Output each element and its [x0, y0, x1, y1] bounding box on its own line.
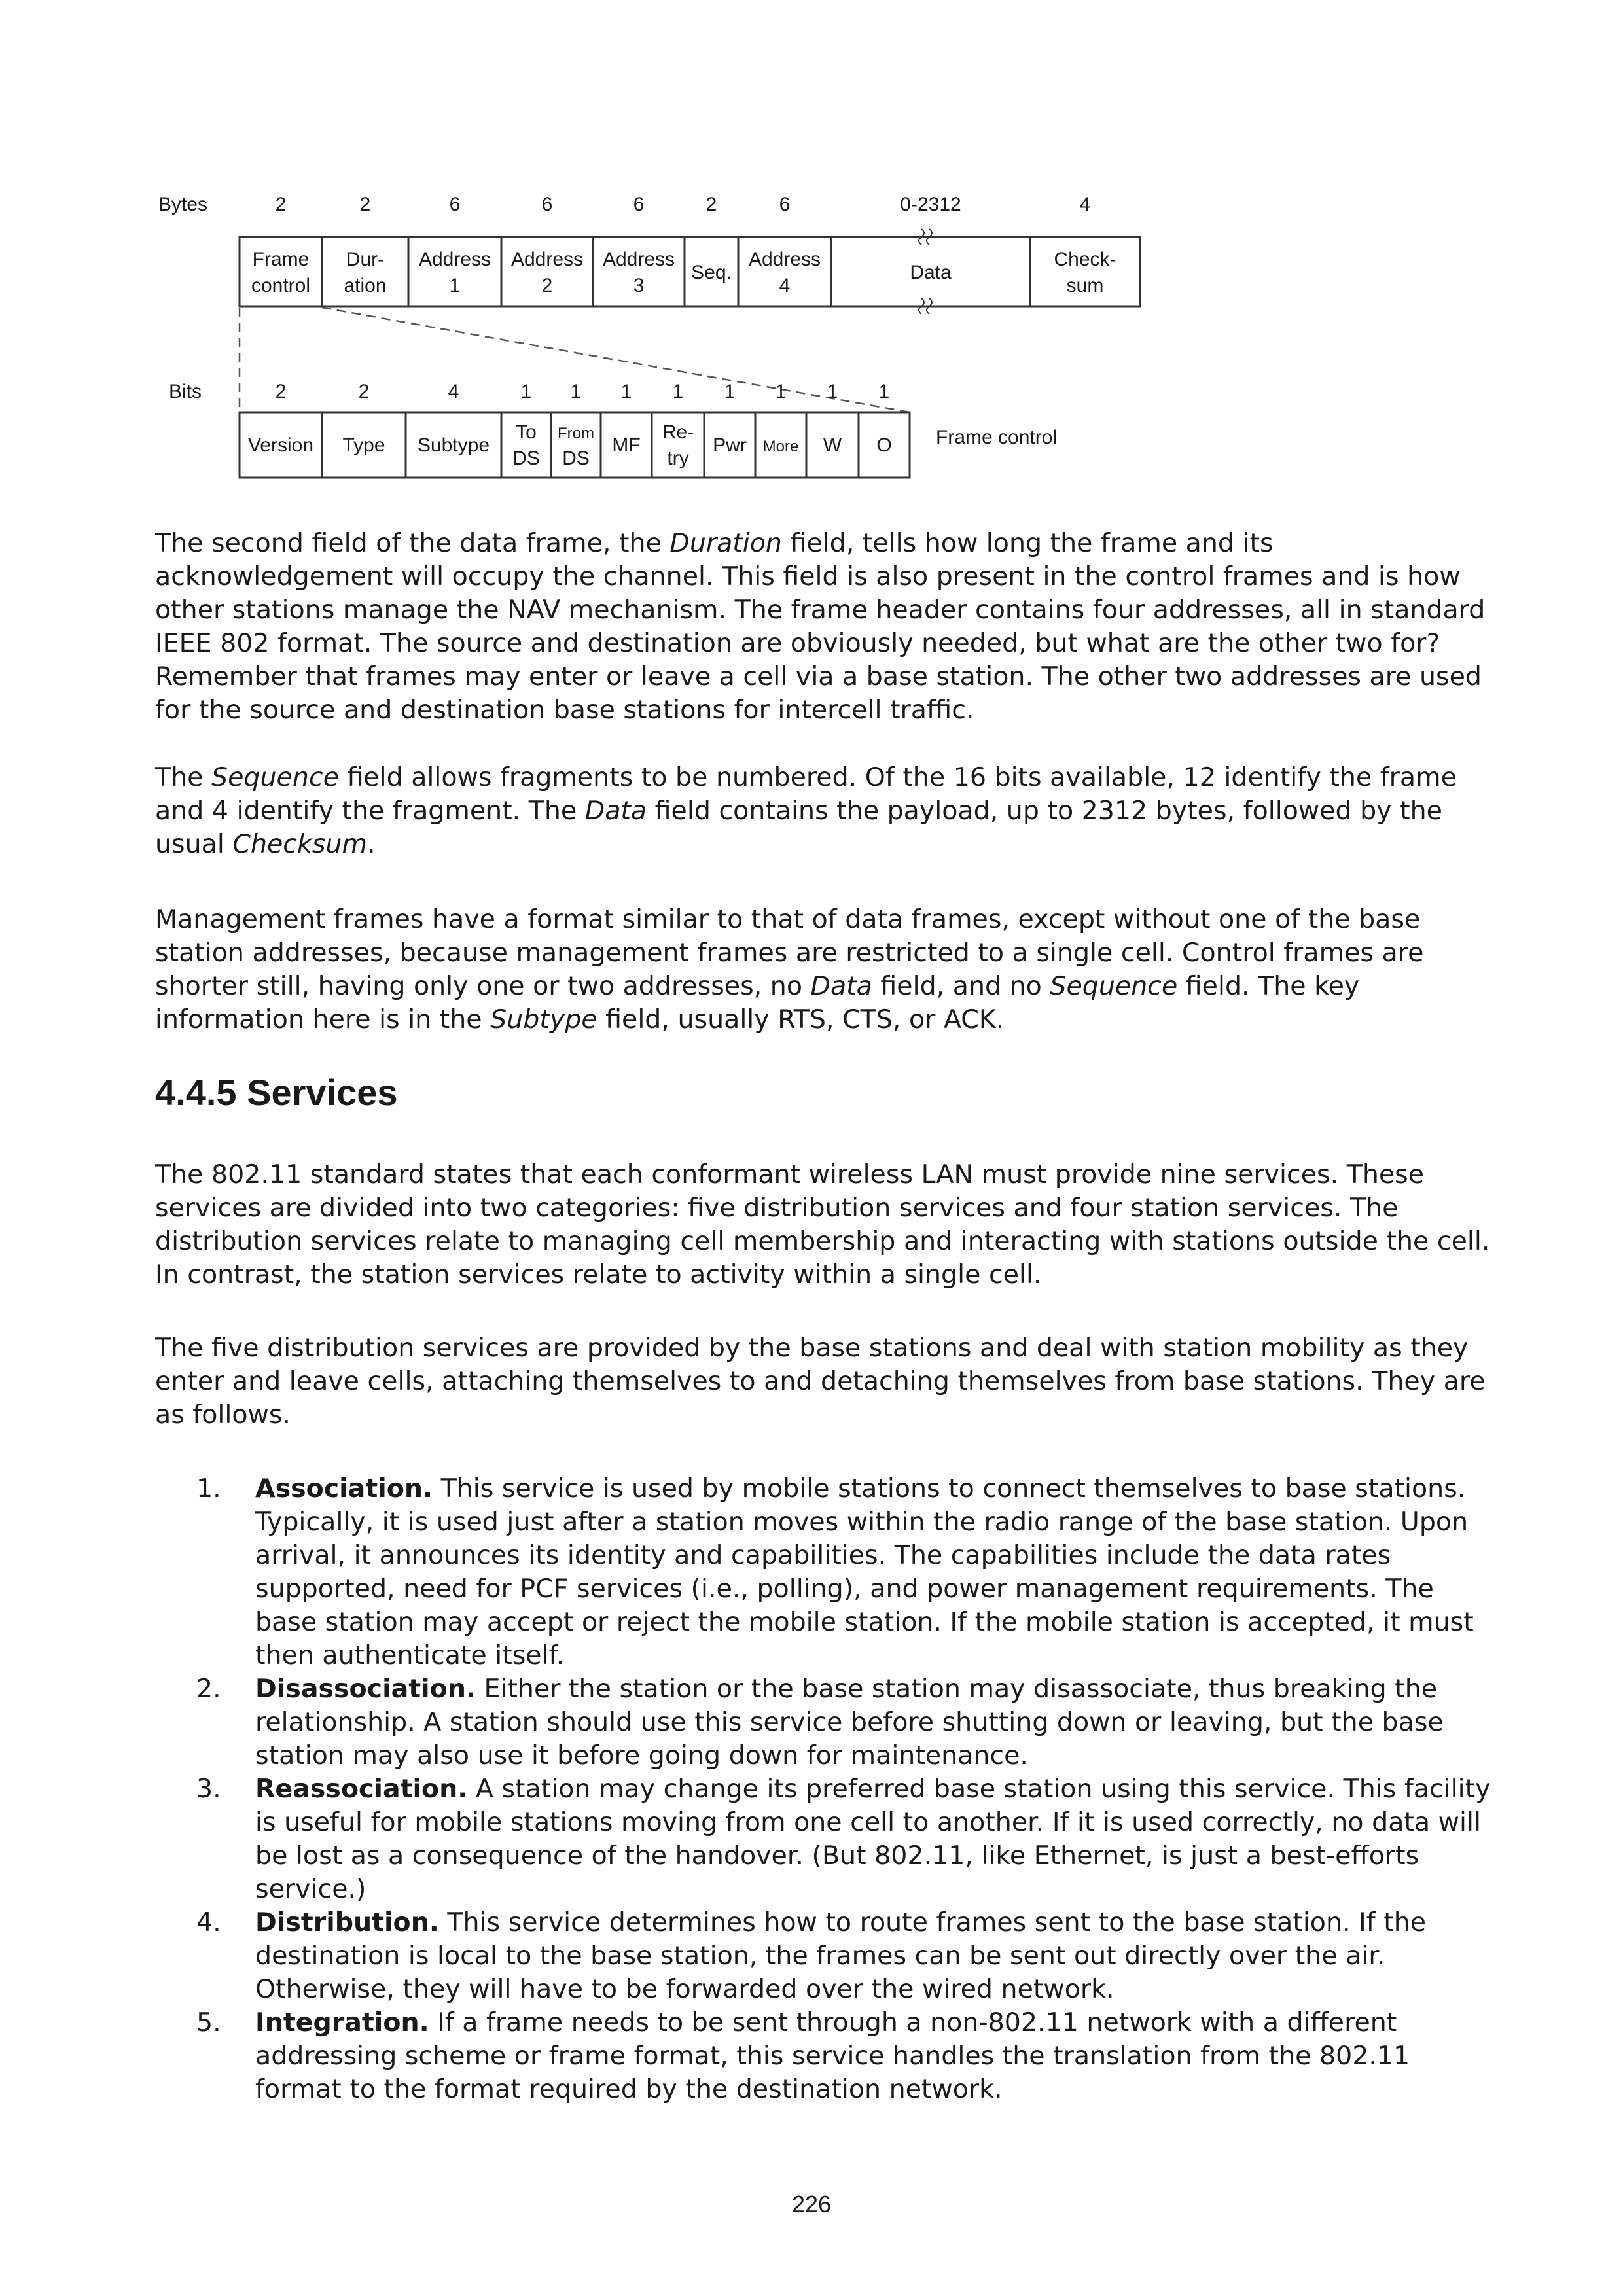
control-field-label: To — [516, 421, 537, 443]
control-field-label: Subtype — [417, 434, 490, 456]
control-field-label: MF — [612, 434, 641, 456]
frame-field-label: Address — [418, 249, 491, 270]
frame-field — [408, 237, 501, 306]
frame-field — [831, 237, 1030, 306]
frame-field — [593, 237, 685, 306]
paragraph-duration-field: The second field of the data frame, the Duration field, tells how long the frame and its acknowledgement will occupy the channel. This field is also present in the control frames and is how other stations manage the NAV mechanism. The frame header contains four addresses, all in standard IEEE 802 format. The source and destination are obviously needed, but what are the other two for? Remember that frames may enter or leave a cell via a base station. The other two addresses are used for the source and destination base stations for intercell traffic. — [155, 528, 1486, 725]
byte-size-label: 6 — [779, 194, 791, 215]
list-item — [196, 1773, 1499, 1906]
control-field-label: Re- — [662, 421, 694, 443]
bit-size-label: 1 — [520, 381, 532, 402]
term-sequence: Sequence — [1050, 971, 1178, 1001]
control-field — [755, 412, 806, 478]
byte-size-label: 6 — [541, 194, 553, 215]
service-description: A station may change its preferred base station using this service. This facility is useful for mobile stations moving from one cell to another. If it is used correctly, no data will be lost as a consequence of the handover. (But 802.11, like Ethernet, is just a best-efforts service.) — [255, 1774, 1491, 1904]
frame-field-label: Check- — [1054, 249, 1116, 270]
control-field — [704, 412, 755, 478]
section-heading: 4.4.5 Services — [155, 1072, 398, 1113]
control-field-label: From — [558, 425, 594, 442]
control-field — [551, 412, 601, 478]
list-number: 3. — [196, 1774, 221, 1804]
frame-field-label: Dur- — [346, 249, 385, 270]
control-field — [501, 412, 551, 478]
frame-control-caption: Frame control — [936, 427, 1058, 448]
frame-field-label: control — [251, 275, 311, 296]
frame-field-label: Address — [510, 249, 584, 270]
control-field-label: Pwr — [713, 434, 747, 456]
bit-size-label: 4 — [448, 381, 459, 402]
frame-field-label: Seq. — [691, 262, 732, 283]
frame-field-label: 3 — [633, 275, 645, 296]
service-name: Disassociation. — [255, 1674, 476, 1704]
control-field — [652, 412, 704, 478]
byte-size-label: 6 — [449, 194, 461, 215]
bytes-label: Bytes — [158, 194, 208, 215]
term-data: Data — [810, 971, 872, 1001]
term-checksum: Checksum — [232, 829, 367, 859]
service-name: Reassociation. — [255, 1774, 468, 1804]
control-field-label: W — [823, 434, 842, 456]
control-field-label: More — [762, 438, 799, 455]
service-name: Integration. — [255, 2007, 429, 2038]
paragraph-services-intro: The 802.11 standard states that each conformant wireless LAN must provide nine services. These services are divided into two categories: five distribution services and four station services. The distribution services relate to managing cell membership and interacting with stations outside the cell. In contrast, the station services relate to activity within a single cell. — [155, 1159, 1490, 1290]
byte-size-label: 4 — [1079, 194, 1091, 215]
frame-field-label: Frame — [252, 249, 310, 270]
frame-field — [738, 237, 831, 306]
control-field — [859, 412, 910, 478]
bit-size-label: 2 — [275, 381, 287, 402]
frame-control-fields-row — [240, 412, 910, 478]
frame-field — [240, 237, 322, 306]
control-field — [601, 412, 652, 478]
frame-field — [322, 237, 408, 306]
service-description: This service is used by mobile stations to connect themselves to base stations. Typically, it is used just after a station moves within the radio range of the base station. Upon arrival, it announces its identity and capabilities. The capabilities include the data rates supported, need for PCF services (i.e., polling), and power management requirements. The base station may accept or reject the mobile station. If the mobile station is accepted, it must then authenticate itself. — [255, 1474, 1474, 1670]
list-item — [196, 1906, 1499, 2006]
control-field-label: Version — [247, 434, 314, 456]
frame-fields-row — [240, 229, 1140, 314]
service-description: Either the station or the base station may disassociate, thus breaking the relationship. A station should use this service before shutting down or leaving, but the base station may also use it before going down for maintenance. — [255, 1674, 1444, 1771]
byte-size-label: 2 — [705, 194, 717, 215]
frame-field — [685, 237, 738, 306]
service-description: If a frame needs to be sent through a non-802.11 network with a different addressing scheme or frame format, this service handles the translation from the 802.11 format to the format required by the destination network. — [255, 2007, 1410, 2104]
byte-size-label: 0-2312 — [900, 194, 961, 215]
bit-size-label: 2 — [358, 381, 370, 402]
term-data: Data — [584, 796, 647, 826]
page-number: 226 — [791, 2191, 832, 2217]
bit-size-label: 1 — [775, 381, 787, 402]
bit-size-label: 1 — [878, 381, 890, 402]
list-number: 4. — [196, 1907, 221, 1937]
list-number: 5. — [196, 2007, 221, 2038]
paragraph-management-frames: Management frames have a format similar to that of data frames, except without one of the base station addresses, because management frames are restricted to a single cell. Control frames are shorter still, having only one or two addresses, no Data field, and no Sequence field. The key information here is in the Subtype field, usually RTS, CTS, or ACK. — [155, 904, 1424, 1034]
term-sequence: Sequence — [211, 762, 339, 792]
control-field-label: DS — [512, 448, 540, 469]
paragraph-distribution-intro: The five distribution services are provided by the base stations and deal with station mobility as they enter and leave cells, attaching themselves to and detaching themselves from base stations. They are as follows. — [155, 1333, 1486, 1430]
frame-field-label: ation — [344, 275, 387, 296]
bit-size-label: 1 — [672, 381, 684, 402]
bit-size-label: 1 — [570, 381, 582, 402]
control-field — [406, 412, 501, 478]
term-duration: Duration — [669, 528, 782, 558]
service-name: Distribution. — [255, 1907, 439, 1937]
control-field — [806, 412, 859, 478]
bits-label: Bits — [169, 381, 202, 402]
list-item — [196, 1672, 1499, 1773]
frame-field-label: 1 — [449, 275, 461, 296]
control-field-label: Type — [342, 434, 385, 456]
byte-size-label: 2 — [359, 194, 371, 215]
control-field — [322, 412, 406, 478]
list-item — [196, 1472, 1499, 1672]
frame-field-label: sum — [1066, 275, 1104, 296]
byte-size-label: 2 — [275, 194, 287, 215]
control-field-label: DS — [562, 448, 590, 469]
frame-format-figure — [151, 177, 1171, 491]
control-field-label: O — [876, 434, 892, 456]
list-number: 2. — [196, 1674, 221, 1704]
list-number: 1. — [196, 1474, 221, 1504]
frame-field-label: Data — [910, 262, 952, 283]
bit-size-label: 1 — [724, 381, 736, 402]
frame-field-label: Address — [748, 249, 821, 270]
paragraph-sequence-field: The Sequence field allows fragments to be numbered. Of the 16 bits available, 12 identify the frame and 4 identify the fragment. The Data field contains the payload, up to 2312 bytes, followed by the usual Checksum. — [155, 762, 1457, 859]
bit-size-label: 1 — [827, 381, 838, 402]
distribution-services-list — [196, 1472, 1499, 2106]
dashed-line-right — [322, 308, 910, 412]
bit-size-label: 1 — [620, 381, 632, 402]
frame-field-label: Address — [602, 249, 675, 270]
byte-size-label: 6 — [633, 194, 645, 215]
byte-size-row — [276, 194, 1091, 215]
term-subtype: Subtype — [490, 1004, 597, 1034]
frame-field — [1030, 237, 1140, 306]
frame-field-label: 2 — [541, 275, 553, 296]
frame-field — [501, 237, 593, 306]
service-name: Association. — [255, 1474, 433, 1504]
frame-field-label: 4 — [779, 275, 791, 296]
service-description: This service determines how to route frames sent to the base station. If the destination is local to the base station, the frames can be sent out directly over the air. Otherwise, they will have to be forwarded over the wired network. — [255, 1907, 1427, 2004]
control-field-label: try — [667, 448, 689, 469]
list-item — [196, 2006, 1499, 2106]
control-field — [240, 412, 322, 478]
